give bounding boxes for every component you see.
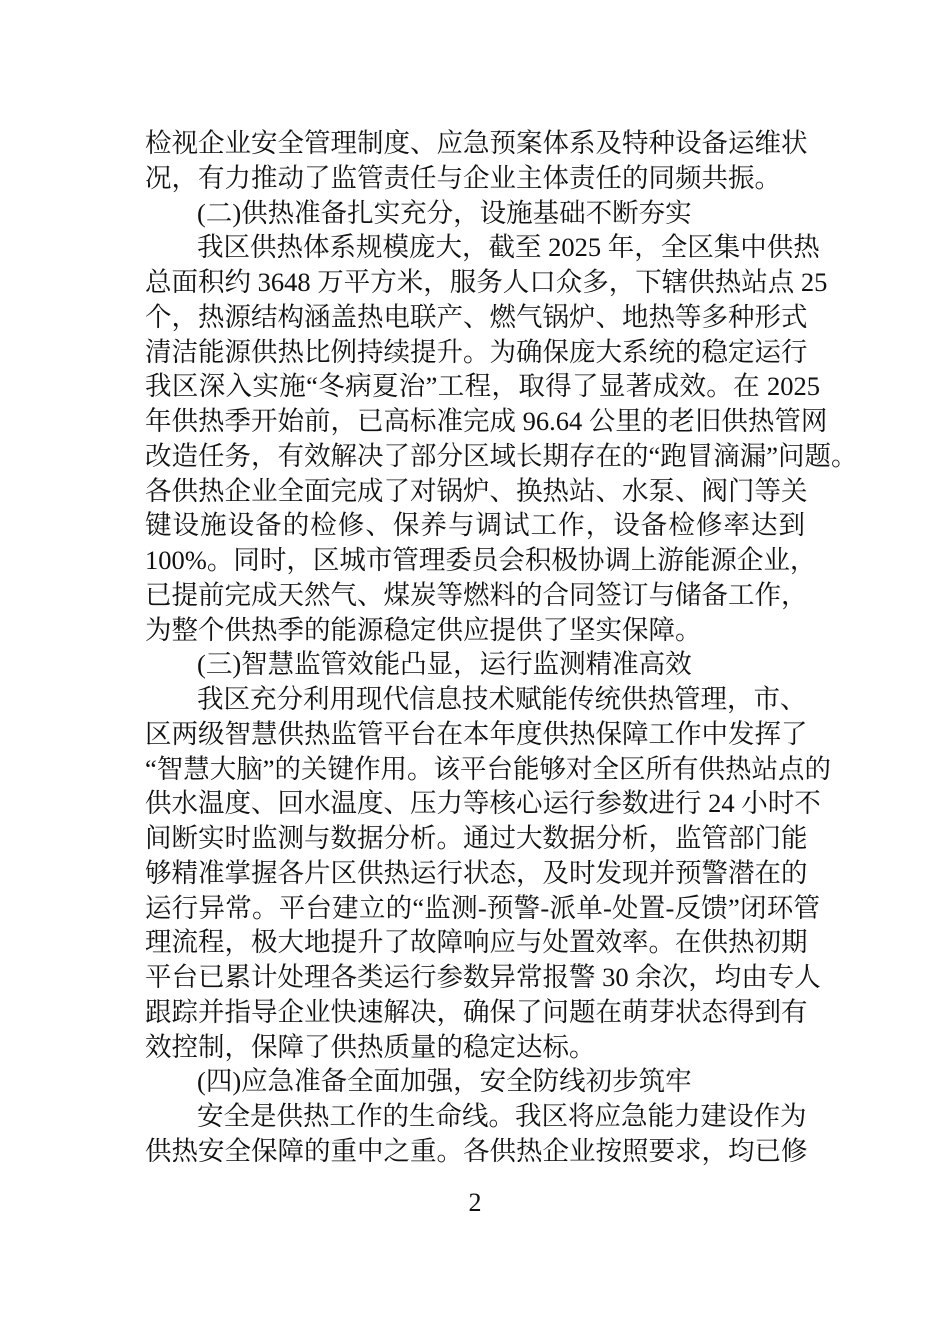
text-line: 各供热企业全面完成了对锅炉、换热站、水泵、阀门等关 [145, 475, 808, 506]
text-line: 检视企业安全管理制度、应急预案体系及特种设备运维状 [145, 128, 808, 158]
text-line: 我区充分利用现代信息技术赋能传统供热管理，市、 [197, 684, 807, 714]
text-line: 跟踪并指导企业快速解决，确保了问题在萌芽状态得到有 [145, 996, 808, 1027]
text-line: 够精准掌握各片区供热运行状态，及时发现并预警潜在的 [145, 857, 808, 888]
text-line: 区两级智慧供热监管平台在本年度供热保障工作中发挥了 [145, 718, 808, 749]
text-line: 键设施设备的检修、保养与调试工作，设备检修率达到 [145, 510, 805, 541]
page-number: 2 [468, 1188, 482, 1217]
text-line: 年供热季开始前，已高标准完成 96.64 公里的老旧供热管网 [145, 406, 828, 436]
text-line: 我区深入实施“冬病夏治”工程，取得了显著成效。在 2025 [145, 371, 820, 402]
text-line: 况，有力推动了监管责任与企业主体责任的同频共振。 [145, 162, 781, 193]
text-line: 理流程，极大地提升了故障响应与处置效率。在供热初期 [145, 927, 808, 958]
text-line: 平台已累计处理各类运行参数异常报警 30 余次，均由专人 [145, 962, 821, 992]
text-line: (四)应急准备全面加强，安全防线初步筑牢 [197, 1066, 692, 1097]
text-line: 我区供热体系规模庞大，截至 2025 年，全区集中供热 [197, 232, 820, 263]
text-line: (二)供热准备扎实充分，设施基础不断夯实 [197, 197, 692, 228]
text-line: 运行异常。平台建立的“监测-预警-派单-处置-反馈”闭环管 [145, 892, 820, 923]
text-line: 清洁能源供热比例持续提升。为确保庞大系统的稳定运行 [145, 336, 808, 367]
text-line: 总面积约 3648 万平方米，服务人口众多，下辖供热站点 25 [145, 267, 828, 297]
text-line: 改造任务，有效解决了部分区域长期存在的“跑冒滴漏”问题。 [145, 440, 858, 471]
text-line: 间断实时监测与数据分析。通过大数据分析，监管部门能 [145, 823, 808, 853]
text-line: 效控制，保障了供热质量的稳定达标。 [145, 1031, 596, 1062]
text-line: 100%。同时，区城市管理委员会积极协调上游能源企业， [145, 545, 817, 575]
text-line: 已提前完成天然气、煤炭等燃料的合同签订与储备工作， [145, 579, 808, 610]
text-line: 个，热源结构涵盖热电联产、燃气锅炉、地热等多种形式 [145, 301, 808, 332]
text-line: 安全是供热工作的生命线。我区将应急能力建设作为 [197, 1101, 807, 1131]
text-line: 为整个供热季的能源稳定供应提供了坚实保障。 [145, 614, 702, 645]
text-line: 供水温度、回水温度、压力等核心运行参数进行 24 小时不 [145, 788, 821, 819]
text-line: (三)智慧监管效能凸显，运行监测精准高效 [197, 649, 692, 680]
text-line: 供热安全保障的重中之重。各供热企业按照要求，均已修 [145, 1135, 808, 1166]
text-line: “智慧大脑”的关键作用。该平台能够对全区所有供热站点的 [145, 753, 832, 784]
